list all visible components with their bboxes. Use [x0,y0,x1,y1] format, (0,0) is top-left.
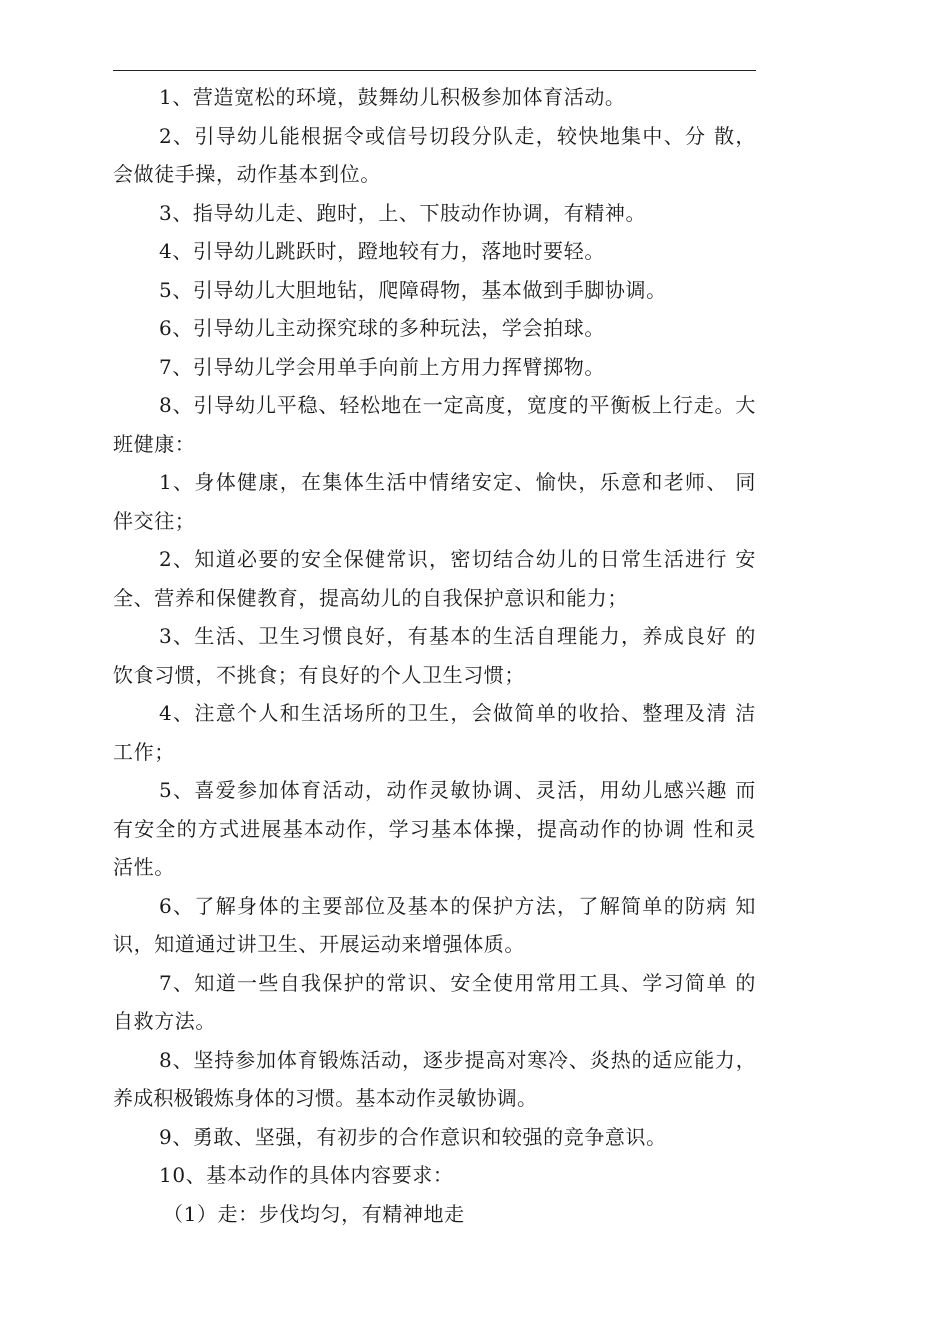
paragraph: 2、引导幼儿能根据令或信号切段分队走，较快地集中、分 散，会做徒手操，动作基本到位。 [113,123,756,186]
paragraph: 1、营造宽松的环境，鼓舞幼儿积极参加体育活动。 [159,85,626,109]
paragraph: 4、注意个人和生活场所的卫生，会做简单的收拾、整理及清 洁工作； [113,701,756,764]
paragraph: 7、知道一些自我保护的常识、安全使用常用工具、学习简单 的自救方法。 [113,970,756,1033]
paragraph: 1、身体健康，在集体生活中情绪安定、愉快，乐意和老师、 同伴交往； [113,470,756,533]
paragraph: 4、引导幼儿跳跃时，蹬地较有力，落地时要轻。 [159,239,605,263]
paragraph: 9、勇敢、坚强，有初步的合作意识和较强的竞争意识。 [159,1124,667,1149]
document-body [113,78,756,1233]
header-rule [113,70,756,71]
paragraph: 5、喜爱参加体育活动，动作灵敏协调、灵活，用幼儿感兴趣 而有安全的方式进展基本动作，学习基本体操，提高动作的协调 性和灵活性。 [113,778,756,879]
paragraph: 7、引导幼儿学会用单手向前上方用力挥臂掷物。 [159,354,605,379]
paragraph: 2、知道必要的安全保健常识，密切结合幼儿的日常生活进行 安全、营养和保健教育，提高幼儿的自我保护意识和能力； [113,547,756,610]
paragraph: 3、指导幼儿走、跑时，上、下肢动作协调，有精神。 [159,200,647,225]
paragraph: 6、引导幼儿主动探究球的多种玩法，学会拍球。 [159,316,605,340]
paragraph: （1）走：步伐均匀，有精神地走 [163,1201,465,1226]
paragraph: 8、坚持参加体育锻炼活动，逐步提高对寒冷、炎热的适应能力，养成积极锻炼身体的习惯。基本动作灵敏协调。 [113,1047,756,1110]
paragraph: 8、引导幼儿平稳、轻松地在一定高度，宽度的平衡板上行走。大班健康： [113,393,756,456]
paragraph: 10、基本动作的具体内容要求： [159,1163,454,1187]
paragraph: 5、引导幼儿大胆地钻，爬障碍物，基本做到手脚协调。 [159,277,667,302]
paragraph: 3、生活、卫生习惯良好，有基本的生活自理能力，养成良好 的饮食习惯，不挑食；有良好的个人卫生习惯； [113,624,756,687]
paragraph: 6、了解身体的主要部位及基本的保护方法，了解简单的防病 知识，知道通过讲卫生、开展运动来增强体质。 [113,893,756,956]
